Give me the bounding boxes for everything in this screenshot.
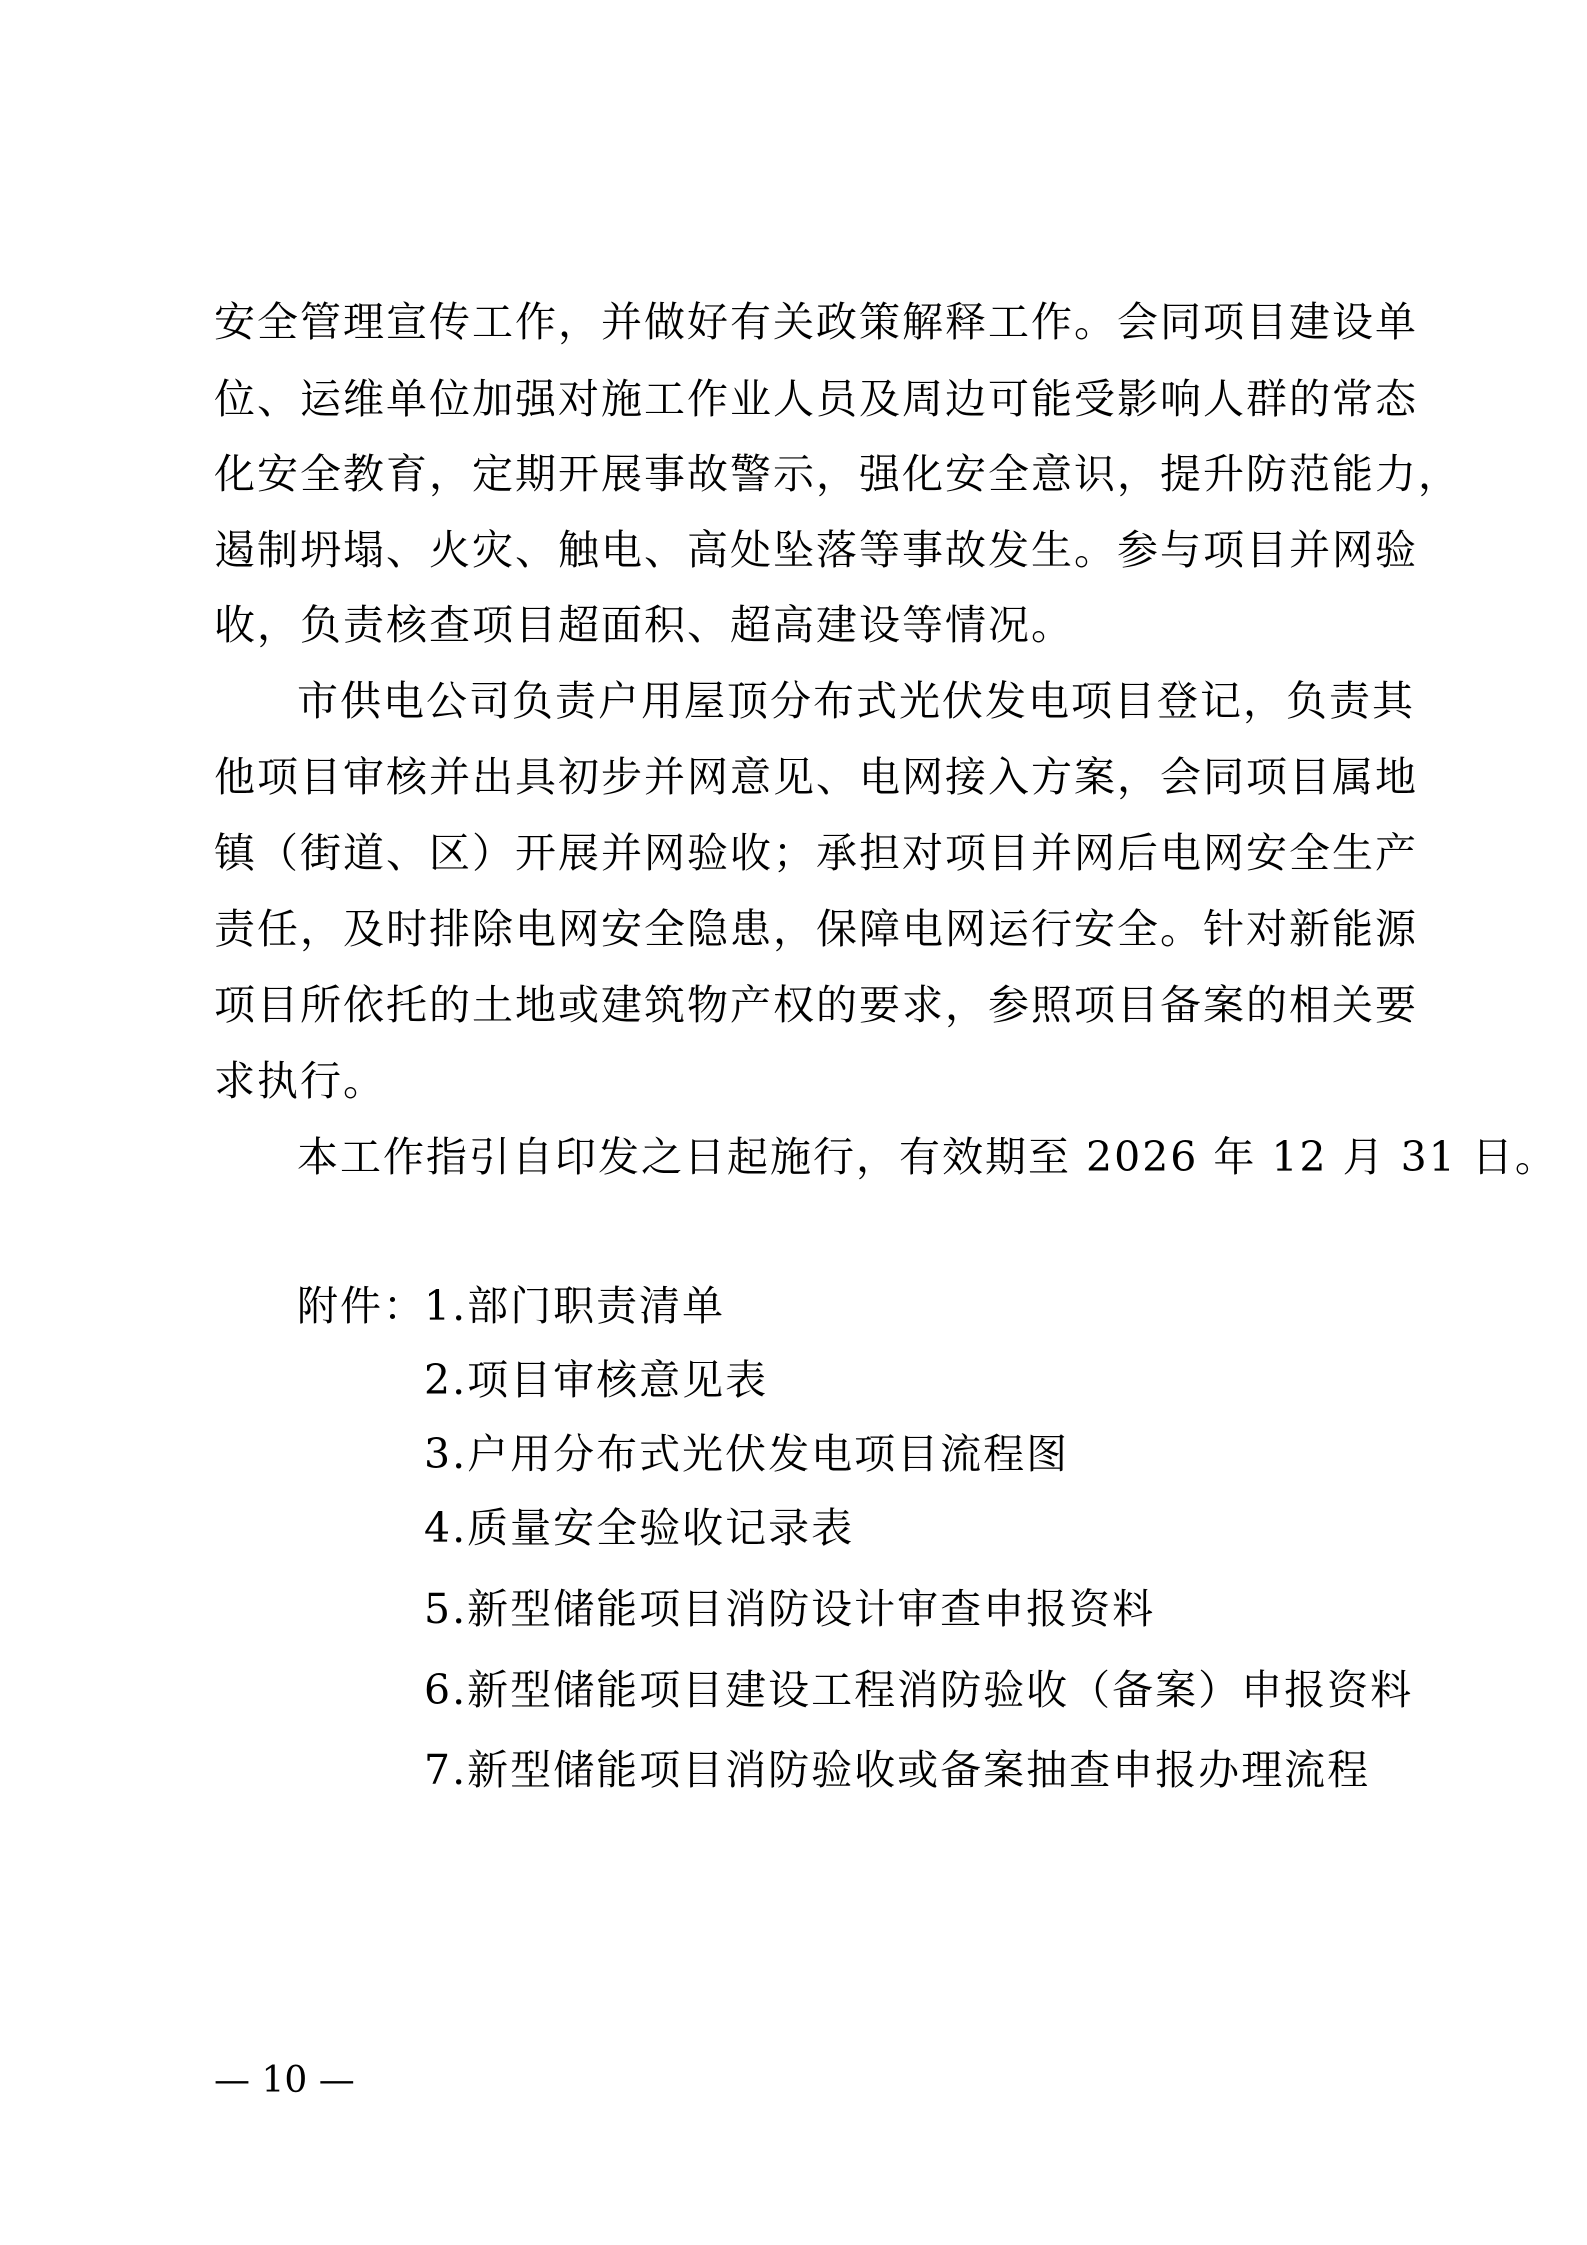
attachment-item-4: 4.质量安全验收记录表: [424, 1504, 855, 1552]
paragraph-2-line-5: 项目所依托的土地或建筑物产权的要求，参照项目备案的相关要: [214, 981, 1418, 1029]
paragraph-1-line-3: 化安全教育，定期开展事故警示，强化安全意识，提升防范能力，: [214, 450, 1461, 498]
paragraph-1-line-4: 遏制坍塌、火灾、触电、高处坠落等事故发生。参与项目并网验: [214, 526, 1418, 574]
paragraph-2-line-2: 他项目审核并出具初步并网意见、电网接入方案，会同项目属地: [214, 753, 1418, 801]
attachment-item-3: 3.户用分布式光伏发电项目流程图: [424, 1430, 1070, 1478]
page-number: — 10 —: [214, 2060, 355, 2101]
paragraph-1-line-2: 位、运维单位加强对施工作业人员及周边可能受影响人群的常态: [214, 375, 1418, 423]
attachment-item-5: 5.新型储能项目消防设计审查申报资料: [424, 1585, 1156, 1633]
attachments-label: 附件：: [297, 1282, 426, 1330]
paragraph-1-line-5: 收，负责核查项目超面积、超高建设等情况。: [214, 601, 1074, 649]
attachment-item-7: 7.新型储能项目消防验收或备案抽查申报办理流程: [424, 1746, 1371, 1794]
attachment-item-6: 6.新型储能项目建设工程消防验收（备案）申报资料: [424, 1666, 1414, 1714]
paragraph-3: 本工作指引自印发之日起施行，有效期至 2026 年 12 月 31 日。: [297, 1133, 1558, 1181]
paragraph-2-line-4: 责任，及时排除电网安全隐患，保障电网运行安全。针对新能源: [214, 905, 1418, 953]
attachment-item-1: 1.部门职责清单: [424, 1282, 726, 1330]
paragraph-2-line-1: 市供电公司负责户用屋顶分布式光伏发电项目登记，负责其: [297, 677, 1415, 725]
paragraph-2-line-6: 求执行。: [214, 1057, 386, 1105]
paragraph-1-line-1: 安全管理宣传工作，并做好有关政策解释工作。会同项目建设单: [214, 298, 1418, 346]
paragraph-2-line-3: 镇（街道、区）开展并网验收；承担对项目并网后电网安全生产: [214, 829, 1418, 877]
attachment-item-2: 2.项目审核意见表: [424, 1356, 769, 1404]
